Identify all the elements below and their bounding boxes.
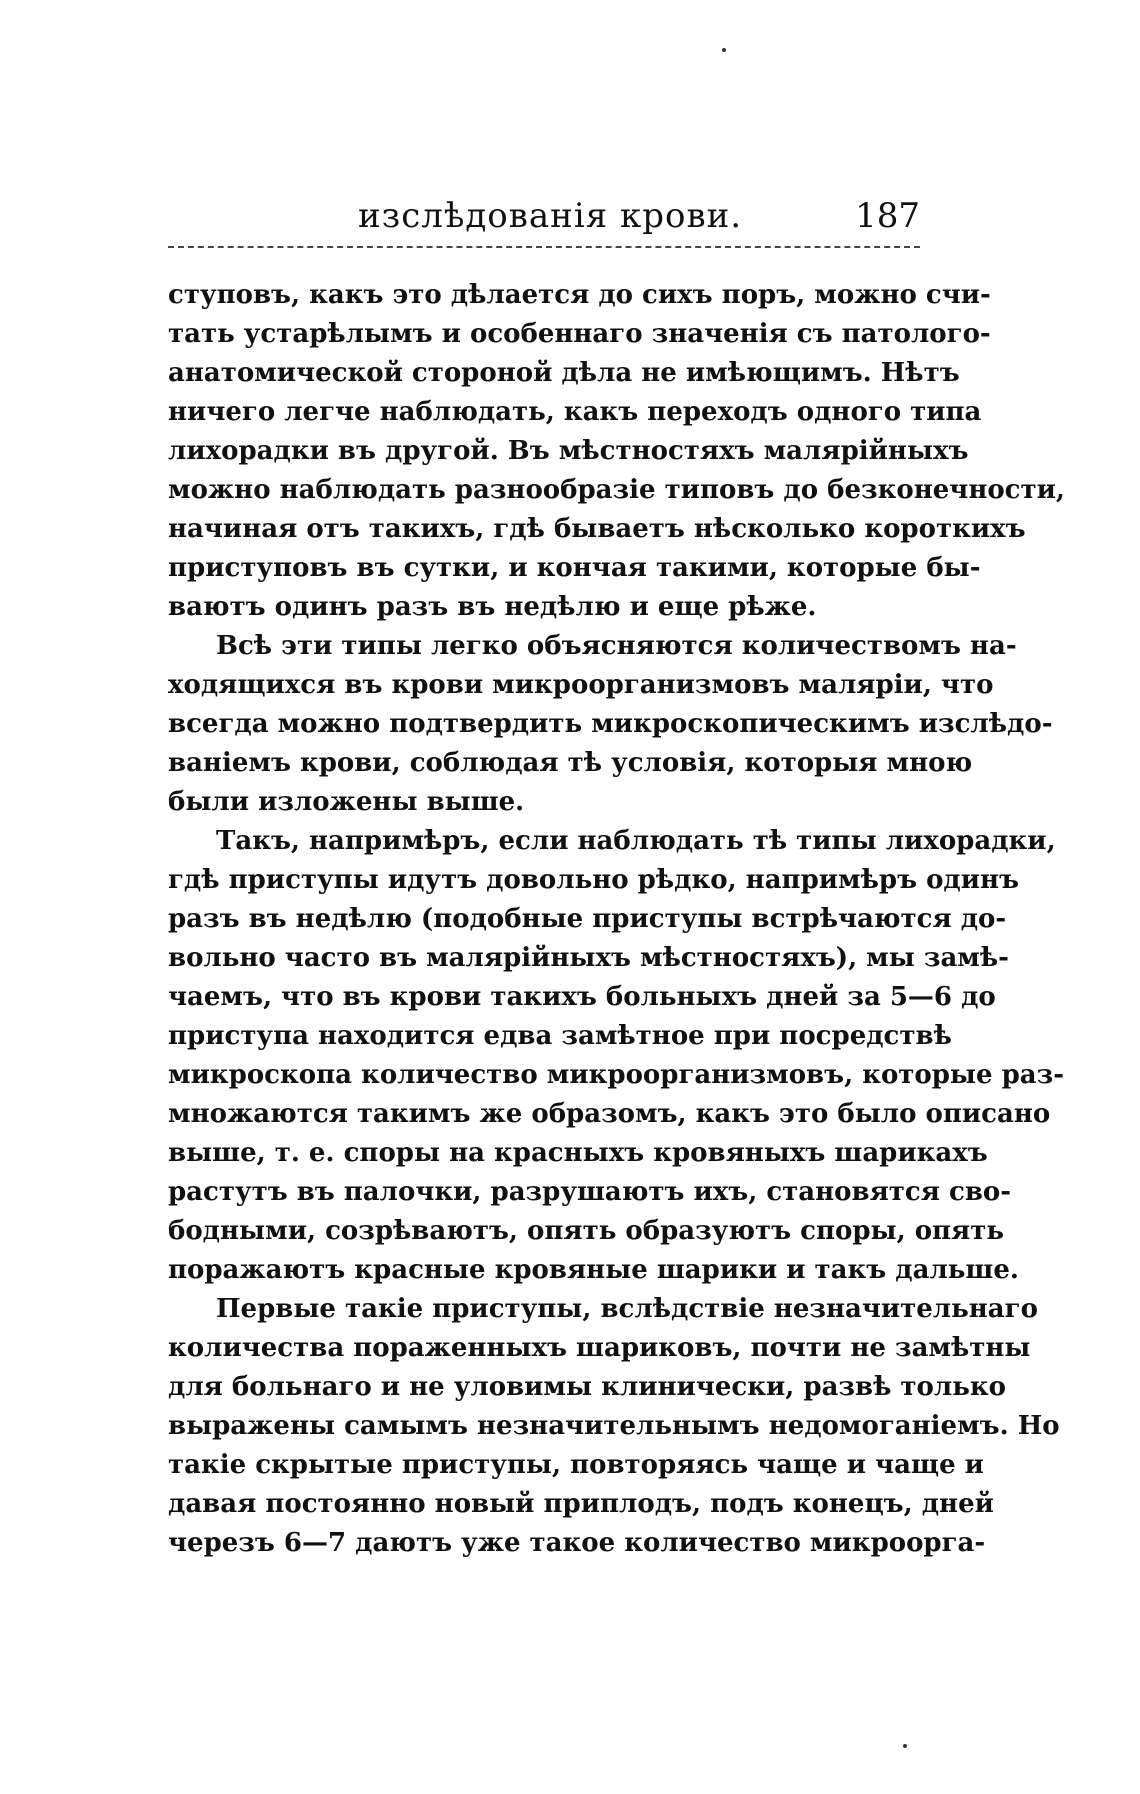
text-line: гдѣ приступы идутъ довольно рѣдко, напримѣръ одинъ bbox=[168, 865, 1020, 895]
text-line: выше, т. е. споры на красныхъ кровяныхъ шарикахъ bbox=[168, 1138, 988, 1168]
text-line: начиная отъ такихъ, гдѣ бываетъ нѣсколько короткихъ bbox=[168, 514, 1026, 544]
paragraph bbox=[168, 1290, 1060, 1563]
header-rule bbox=[168, 246, 920, 248]
running-title: изслѣдованія крови. bbox=[358, 196, 743, 236]
text-line: Всѣ эти типы легко объясняются количествомъ на- bbox=[216, 631, 1017, 661]
text-line: поражаютъ красные кровяные шарики и такъ дальше. bbox=[168, 1255, 1019, 1285]
text-line: разъ въ недѣлю (подобные приступы встрѣчаются до- bbox=[168, 904, 1007, 934]
text-line: всегда можно подтвердить микроскопическимъ изслѣдо- bbox=[168, 709, 1053, 739]
text-line: Первые такіе приступы, вслѣдствіе незначительнаго bbox=[216, 1294, 1038, 1324]
text-line: для больнаго и не уловимы клинически, развѣ только bbox=[168, 1372, 1006, 1402]
text-line: анатомической стороной дѣла не имѣющимъ. Нѣтъ bbox=[168, 358, 960, 388]
page-header bbox=[168, 196, 920, 246]
text-line: тать устарѣлымъ и особеннаго значенія съ патолого- bbox=[168, 319, 991, 349]
text-line: количества пораженныхъ шариковъ, почти не замѣтны bbox=[168, 1333, 1031, 1363]
text-line: были изложены выше. bbox=[168, 787, 525, 817]
text-line: ступовъ, какъ это дѣлается до сихъ поръ, можно счи- bbox=[168, 280, 991, 310]
text-line: ничего легче наблюдать, какъ переходъ одного типа bbox=[168, 397, 982, 427]
text-line: лихорадки въ другой. Въ мѣстностяхъ малярійныхъ bbox=[168, 436, 969, 466]
text-line: давая постоянно новый приплодъ, подъ конецъ, дней bbox=[168, 1489, 994, 1519]
text-line: можно наблюдать разнообразіе типовъ до безконечности, bbox=[168, 475, 1065, 505]
text-line: приступа находится едва замѣтное при посредствѣ bbox=[168, 1021, 952, 1051]
paragraph bbox=[168, 822, 1064, 1290]
print-speck bbox=[722, 48, 726, 52]
print-speck bbox=[903, 1744, 907, 1748]
text-line: выражены самымъ незначительнымъ недомоганіемъ. Но bbox=[168, 1411, 1060, 1441]
text-line: ходящихся въ крови микроорганизмовъ маляріи, что bbox=[168, 670, 994, 700]
paragraph bbox=[168, 276, 1065, 627]
text-line: Такъ, напримѣръ, если наблюдать тѣ типы лихорадки, bbox=[216, 826, 1056, 856]
text-line: приступовъ въ сутки, и кончая такими, которые бы- bbox=[168, 553, 981, 583]
page-number: 187 bbox=[855, 196, 920, 236]
text-line: ваніемъ крови, соблюдая тѣ условія, которыя мною bbox=[168, 748, 973, 778]
text-line: бодными, созрѣваютъ, опять образуютъ споры, опять bbox=[168, 1216, 1005, 1246]
text-line: растутъ въ палочки, разрушаютъ ихъ, становятся сво- bbox=[168, 1177, 1012, 1207]
body-text bbox=[168, 276, 1065, 1563]
text-line: ваютъ одинъ разъ въ недѣлю и еще рѣже. bbox=[168, 592, 817, 622]
text-line: множаются такимъ же образомъ, какъ это было описано bbox=[168, 1099, 1051, 1129]
text-line: чаемъ, что въ крови такихъ больныхъ дней за 5—6 до bbox=[168, 982, 996, 1012]
text-line: такіе скрытые приступы, повторяясь чаще и чаще и bbox=[168, 1450, 984, 1480]
text-line: вольно часто въ малярійныхъ мѣстностяхъ), мы замѣ- bbox=[168, 943, 1009, 973]
text-line: микроскопа количество микроорганизмовъ, которые раз- bbox=[168, 1060, 1064, 1090]
paragraph bbox=[168, 627, 1053, 822]
text-line: черезъ 6—7 даютъ уже такое количество микроорга- bbox=[168, 1528, 986, 1558]
